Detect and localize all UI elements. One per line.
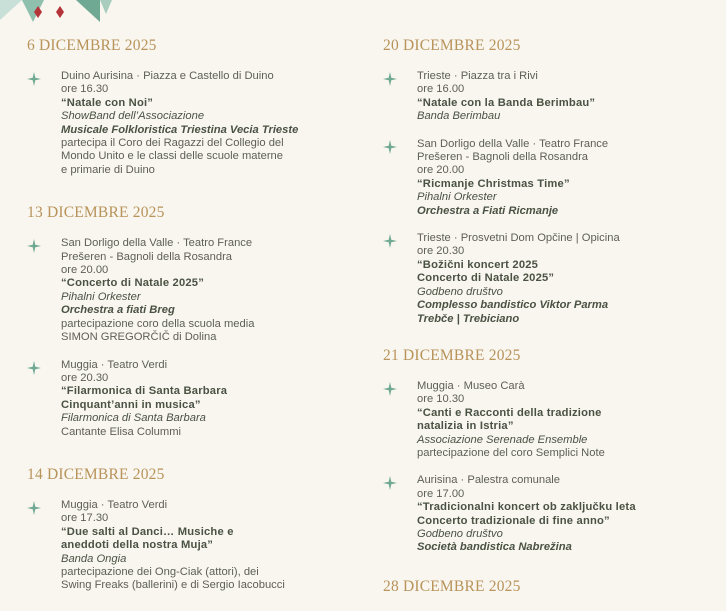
event-performer: Trebče | Trebiciano <box>417 312 520 325</box>
date-section <box>27 203 357 439</box>
event-detail: ore 20.00 <box>61 264 109 277</box>
event-location: Trieste · Prosvetni Dom Opčine | Opicina <box>417 232 620 245</box>
date-heading: 14 DICEMBRE 2025 <box>27 465 165 483</box>
event-performer: Orchestra a Fiati Ricmanje <box>417 204 559 217</box>
event-item <box>383 232 713 326</box>
event-detail: Swing Freaks (ballerini) e di Sergio Iacobucci <box>61 579 285 592</box>
event-title: “Filarmonica di Santa Barbara <box>61 385 228 398</box>
event-item <box>383 474 713 554</box>
event-performer: Filarmonica di Santa Barbara <box>61 412 206 425</box>
event-title: “Concerto di Natale 2025” <box>61 277 205 290</box>
event-detail: Mondo Unito e le classi delle scuole materne <box>61 150 284 163</box>
event-detail: e primarie di Duino <box>61 163 155 176</box>
event-item <box>27 499 357 593</box>
left-column <box>27 36 357 593</box>
event-detail: ore 17.30 <box>61 512 109 525</box>
event-performer: Pihalni Orkester <box>61 290 141 303</box>
event-performer: Godbeno društvo <box>417 527 503 540</box>
four-point-star-icon <box>27 72 41 86</box>
event-performer: Orchestra a fiati Breg <box>61 304 175 317</box>
event-location: Muggia · Teatro Verdi <box>61 358 168 371</box>
event-detail: ore 10.30 <box>417 393 465 406</box>
date-section <box>383 346 713 555</box>
event-performer: ShowBand dell’Associazione <box>61 110 205 123</box>
event-item <box>383 70 713 124</box>
four-point-star-icon <box>27 361 41 375</box>
event-item <box>383 380 713 460</box>
event-performer: Godbeno društvo <box>417 285 503 298</box>
four-point-star-icon <box>383 234 397 248</box>
event-detail: ore 20.30 <box>61 371 109 384</box>
event-detail: Cantante Elisa Colummi <box>61 425 182 438</box>
date-heading: 20 DICEMBRE 2025 <box>383 37 521 54</box>
event-title: aneddoti della nostra Muja” <box>61 539 214 552</box>
four-point-star-icon <box>383 72 397 86</box>
event-detail: Prešeren - Bagnoli della Rosandra <box>417 151 589 164</box>
event-performer: Pihalni Orkester <box>417 191 497 204</box>
event-detail: ore 20.30 <box>417 245 465 258</box>
date-section <box>27 465 357 593</box>
event-location: San Dorligo della Valle · Teatro France <box>61 237 253 250</box>
event-detail: partecipazione dei Ong-Ciak (attori), dei <box>61 565 259 578</box>
event-performer: Società bandistica Nabrežina <box>417 541 572 554</box>
event-detail: partecipazione del coro Semplici Note <box>417 446 605 459</box>
event-location: Muggia · Teatro Verdi <box>61 498 168 511</box>
event-title: “Canti e Racconti della tradizione <box>417 406 602 419</box>
date-heading: 6 DICEMBRE 2025 <box>27 37 157 54</box>
event-performer: Banda Berimbau <box>417 110 501 123</box>
event-detail: SIMON GREGORČIČ di Dolina <box>61 331 217 344</box>
four-point-star-icon <box>383 382 397 396</box>
event-detail: ore 16.30 <box>61 83 109 96</box>
event-detail: ore 16.00 <box>417 83 465 96</box>
event-location: Aurisina · Palestra comunale <box>417 474 561 487</box>
event-performer: Complesso bandistico Viktor Parma <box>417 299 609 312</box>
four-point-star-icon <box>27 501 41 515</box>
event-item <box>27 237 357 344</box>
four-point-star-icon <box>383 140 397 154</box>
holiday-pattern-icon <box>0 0 120 26</box>
event-title: Cinquant’anni in musica” <box>61 398 201 411</box>
date-section <box>383 577 713 597</box>
event-detail: partecipa il Coro dei Ragazzi del Collegio del <box>61 137 284 150</box>
date-section <box>383 36 713 326</box>
event-location: Muggia · Museo Carà <box>417 379 525 392</box>
date-section <box>27 36 357 177</box>
event-title: “Due salti al Danci… Musiche e <box>61 525 234 538</box>
event-detail: ore 20.00 <box>417 164 465 177</box>
four-point-star-icon <box>27 239 41 253</box>
event-performer: Banda Ongia <box>61 552 127 565</box>
event-item <box>27 359 357 439</box>
event-location: Trieste · Piazza tra i Rivi <box>417 70 538 82</box>
date-heading: 13 DICEMBRE 2025 <box>27 204 165 222</box>
event-performer: Musicale Folkloristica Triestina Vecia Trieste <box>61 123 299 136</box>
event-title: “Natale con Noi” <box>61 96 154 109</box>
date-heading: 28 DICEMBRE 2025 <box>383 577 521 595</box>
event-detail: partecipazione coro della scuola media <box>61 317 255 330</box>
date-heading: 21 DICEMBRE 2025 <box>383 346 521 364</box>
event-item <box>27 70 357 177</box>
event-performer: Associazione Serenade Ensemble <box>417 433 588 446</box>
event-location: Duino Aurisina · Piazza e Castello di Duino <box>61 70 274 82</box>
event-item <box>383 138 713 218</box>
event-detail: ore 17.00 <box>417 487 465 500</box>
event-title: “Tradicionalni koncert ob zaključku leta <box>417 501 636 514</box>
event-title: natalizia in Istria” <box>417 420 514 433</box>
event-detail: Prešeren - Bagnoli della Rosandra <box>61 250 233 263</box>
four-point-star-icon <box>383 476 397 490</box>
event-title: Concerto tradizionale di fine anno” <box>417 514 610 527</box>
event-title: “Ricmanje Christmas Time” <box>417 177 570 190</box>
right-column <box>383 36 713 611</box>
event-title: “Božični koncert 2025 <box>417 258 539 271</box>
event-title: Concerto di Natale 2025” <box>417 272 555 285</box>
event-location: San Dorligo della Valle · Teatro France <box>417 137 609 150</box>
event-title: “Natale con la Banda Berimbau” <box>417 96 596 109</box>
